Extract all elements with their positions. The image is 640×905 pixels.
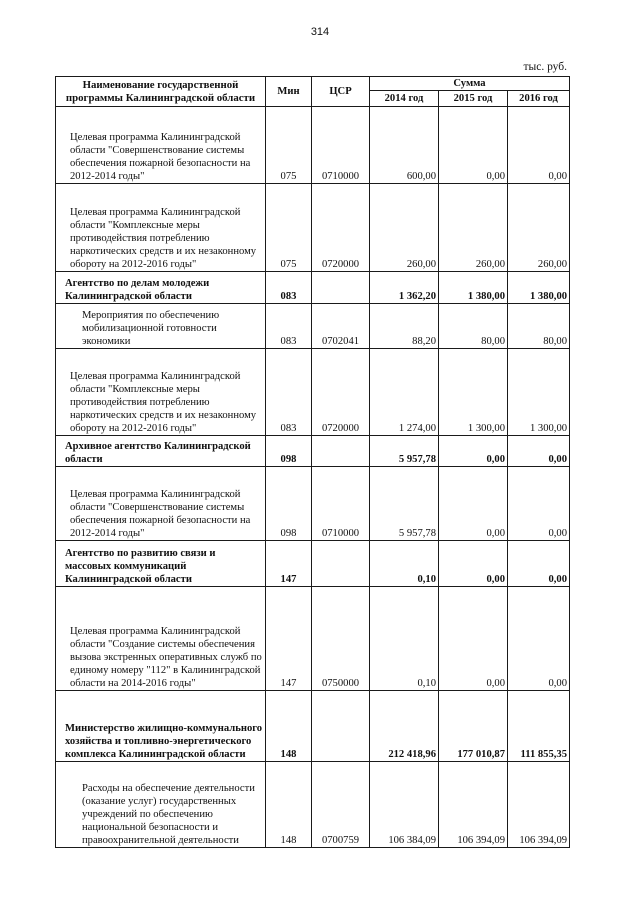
row-min: 098 [266,467,312,541]
row-csr [312,436,370,467]
row-2014: 1 362,20 [370,272,439,304]
row-2015: 0,00 [439,107,508,184]
table-row [56,184,570,272]
row-2014: 1 274,00 [370,349,439,436]
table-row [56,467,570,541]
row-min: 148 [266,691,312,762]
row-csr [312,272,370,304]
table-row [56,762,570,848]
row-2014: 0,10 [370,541,439,587]
row-2015: 0,00 [439,467,508,541]
row-csr: 0720000 [312,349,370,436]
row-2016: 0,00 [508,541,570,587]
row-2014: 5 957,78 [370,467,439,541]
row-min: 148 [266,762,312,848]
row-2014: 212 418,96 [370,691,439,762]
row-2014: 106 384,09 [370,762,439,848]
row-min: 075 [266,184,312,272]
row-min: 083 [266,304,312,349]
row-csr: 0720000 [312,184,370,272]
row-2014: 260,00 [370,184,439,272]
table-row [56,587,570,691]
row-min: 075 [266,107,312,184]
table-row [56,304,570,349]
row-2016: 1 380,00 [508,272,570,304]
row-csr: 0702041 [312,304,370,349]
row-name: Целевая программа Калининградской области "Создание системы обеспечения вызова экстренных оперативных служб по единому номеру "112" в Калининградской области на 2014-2016 годы" [56,587,266,691]
row-name: Целевая программа Калининградской области "Комплексные меры противодействия потреблению наркотических средств и их незаконному обороту на 2012-2016 годы" [56,184,266,272]
row-2016: 0,00 [508,107,570,184]
header-2016: 2016 год [508,91,570,107]
row-min: 147 [266,587,312,691]
row-name: Архивное агентство Калининградской области [56,436,266,467]
row-2015: 1 300,00 [439,349,508,436]
row-name: Целевая программа Калининградской области "Комплексные меры противодействия потреблению наркотических средств и их незаконному обороту на 2012-2016 годы" [56,349,266,436]
row-name: Агентство по делам молодежи Калининградской области [56,272,266,304]
header-min: Мин [266,77,312,107]
row-2014: 5 957,78 [370,436,439,467]
header-2015: 2015 год [439,91,508,107]
table-row [56,436,570,467]
row-min: 147 [266,541,312,587]
row-2014: 0,10 [370,587,439,691]
row-name: Мероприятия по обеспечению мобилизационной готовности экономики [56,304,266,349]
row-2015: 0,00 [439,436,508,467]
row-2016: 0,00 [508,587,570,691]
row-2014: 88,20 [370,304,439,349]
budget-table [55,76,570,848]
row-2015: 0,00 [439,541,508,587]
row-2016: 106 394,09 [508,762,570,848]
row-2015: 80,00 [439,304,508,349]
row-csr: 0710000 [312,107,370,184]
row-2016: 80,00 [508,304,570,349]
row-csr: 0710000 [312,467,370,541]
row-2016: 1 300,00 [508,349,570,436]
row-2015: 1 380,00 [439,272,508,304]
row-csr [312,691,370,762]
table-row [56,691,570,762]
row-min: 098 [266,436,312,467]
row-2015: 0,00 [439,587,508,691]
row-name: Целевая программа Калининградской области "Совершенствование системы обеспечения пожарной безопасности на 2012-2014 годы" [56,107,266,184]
row-2016: 0,00 [508,436,570,467]
header-name: Наименование государственной программы Калининградской области [56,77,266,107]
row-csr: 0700759 [312,762,370,848]
units-label: тыс. руб. [523,61,567,73]
table-row [56,349,570,436]
row-min: 083 [266,272,312,304]
table-row [56,541,570,587]
header-sum: Сумма [370,77,570,91]
header-2014: 2014 год [370,91,439,107]
table-header [56,77,570,107]
row-2015: 260,00 [439,184,508,272]
row-csr [312,541,370,587]
row-name: Агентство по развитию связи и массовых коммуникаций Калининградской области [56,541,266,587]
row-2016: 260,00 [508,184,570,272]
row-name: Расходы на обеспечение деятельности (оказание услуг) государственных учреждений по обеспечению национальной безопасности и правоохранительной деятельности [56,762,266,848]
row-2015: 106 394,09 [439,762,508,848]
table-row [56,272,570,304]
row-2015: 177 010,87 [439,691,508,762]
row-min: 083 [266,349,312,436]
table-row [56,107,570,184]
row-name: Министерство жилищно-коммунального хозяйства и топливно-энергетического комплекса Калининградской области [56,691,266,762]
row-name: Целевая программа Калининградской области "Совершенствование системы обеспечения пожарной безопасности на 2012-2014 годы" [56,467,266,541]
row-2016: 0,00 [508,467,570,541]
row-csr: 0750000 [312,587,370,691]
page-number: 314 [310,26,330,38]
row-2014: 600,00 [370,107,439,184]
header-csr: ЦСР [312,77,370,107]
row-2016: 111 855,35 [508,691,570,762]
